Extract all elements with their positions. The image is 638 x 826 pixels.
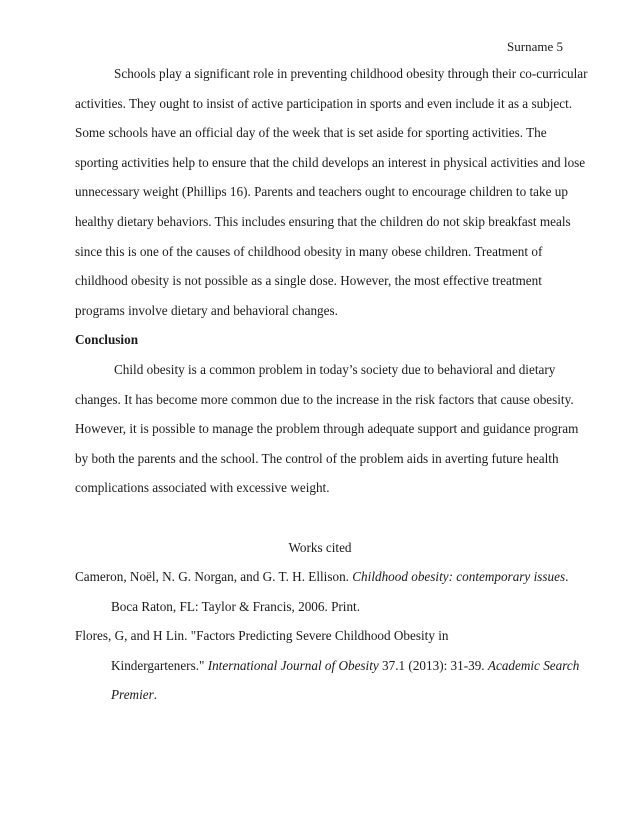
conclusion-line: complications associated with excessive weight. bbox=[75, 480, 330, 496]
conclusion-line: changes. It has become more common due to the increase in the risk factors that cause obesity. bbox=[75, 391, 574, 407]
conclusion-line: However, it is possible to manage the problem through adequate support and guidance program bbox=[75, 421, 579, 437]
body-line: unnecessary weight (Phillips 16). Parents and teachers ought to encourage children to take up bbox=[75, 184, 568, 200]
conclusion-heading: Conclusion bbox=[75, 332, 139, 348]
section-spacer bbox=[75, 510, 565, 540]
body-line: childhood obesity is not possible as a single dose. However, the most effective treatment bbox=[75, 273, 542, 289]
citation-text: Kindergarteners." bbox=[111, 657, 208, 673]
body-line: activities. They ought to insist of active participation in sports and even include it as a subject. bbox=[75, 95, 573, 111]
citation-entry-1-line-2: Boca Raton, FL: Taylor & Francis, 2006. Print. bbox=[111, 598, 361, 614]
citation-authors: Cameron, Noël, N. G. Norgan, and G. T. H. Ellison. bbox=[75, 569, 353, 585]
body-line: since this is one of the causes of childhood obesity in many obese children. Treatment of bbox=[75, 243, 543, 259]
citation-database-cont: Premier bbox=[111, 687, 154, 703]
conclusion-line: Child obesity is a common problem in today’s society due to behavioral and dietary bbox=[114, 361, 556, 377]
body-line: healthy dietary behaviors. This includes ensuring that the children do not skip breakfast meals bbox=[75, 213, 571, 229]
body-line: Schools play a significant role in preventing childhood obesity through their co-curricular bbox=[114, 66, 588, 81]
citation-volume: 37.1 (2013): 31-39. bbox=[378, 657, 488, 673]
document-body bbox=[75, 66, 588, 717]
citation-punct: . bbox=[565, 569, 569, 585]
works-cited-heading: Works cited bbox=[288, 539, 352, 555]
citation-entry-2-line-2 bbox=[75, 657, 580, 674]
conclusion-line: by both the parents and the school. The control of the problem aids in averting future health bbox=[75, 450, 559, 466]
citation-punct: . bbox=[153, 687, 158, 703]
citation-entry-2-line-1: Flores, G, and H Lin. "Factors Predicting Severe Childhood Obesity in bbox=[75, 628, 449, 644]
citation-journal: International Journal of Obesity bbox=[207, 657, 379, 673]
citation-title: Childhood obesity: contemporary issues bbox=[352, 569, 566, 585]
body-line: Some schools have an official day of the week that is set aside for sporting activities. The bbox=[75, 125, 547, 141]
citation-entry-1-line-1 bbox=[75, 569, 569, 585]
running-head: Surname 5 bbox=[507, 39, 563, 54]
body-line: programs involve dietary and behavioral changes. bbox=[75, 302, 338, 318]
body-line: sporting activities help to ensure that the child develops an interest in physical activities and lose bbox=[75, 154, 586, 170]
citation-entry-2-line-3 bbox=[75, 687, 565, 703]
citation-database: Academic Search bbox=[487, 657, 580, 673]
